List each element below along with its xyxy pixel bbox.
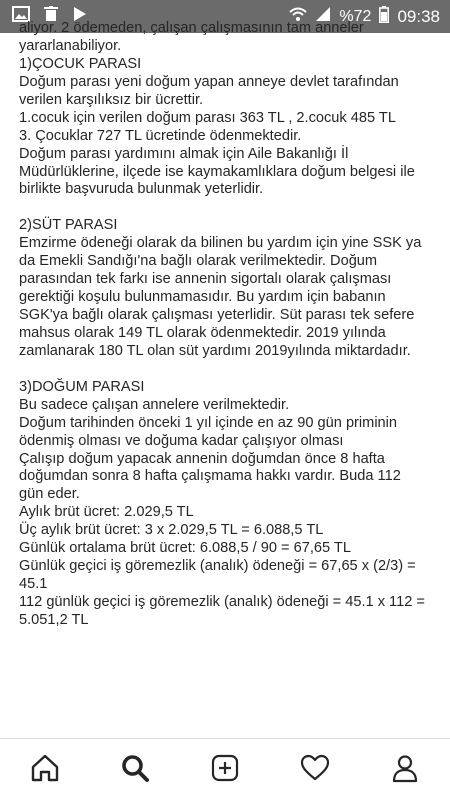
text-line: birlikte başvuruda bulunmak yeterlidir. (19, 181, 264, 198)
text-line: Bu sadece çalışan annelere verilmektedir. (19, 396, 290, 413)
text-line: Doğum parası yardımını almak için Aile Bakanlığı İl (19, 145, 349, 162)
text-line: Günlük ortalama brüt ücret: 6.088,5 / 90 = 67,65 TL (19, 540, 351, 557)
heart-icon (300, 753, 330, 788)
text-line: 1.cocuk için verilen doğum parası 363 TL , 2.cocuk 485 TL (19, 109, 396, 126)
clock: 09:38 (397, 6, 440, 26)
text-line: 2)SÜT PARASI (19, 217, 118, 234)
text-line: 3)DOĞUM PARASI (19, 378, 145, 395)
text-line (19, 199, 444, 217)
new-post-button[interactable] (200, 745, 250, 795)
activity-button[interactable] (290, 745, 340, 795)
text-line: Emzirme ödeneği olarak da bilinen bu yardım için yine SSK ya (19, 235, 422, 252)
text-line: aliyor. 2 ödemeden, çalışan çalışmasının tam anneler (19, 20, 364, 36)
add-icon (210, 753, 240, 788)
profile-icon (390, 753, 420, 788)
text-line: 1)ÇOCUK PARASI (19, 55, 142, 72)
text-line: verilen karşılıksız bir ücrettir. (19, 91, 204, 108)
text-line: SGK'ya bağlı olarak çalışması yeterlidir. Süt parası tek sefere (19, 307, 415, 323)
text-line: yararlanabiliyor. (19, 37, 122, 54)
text-line: Aylık brüt ücret: 2.029,5 TL (19, 504, 194, 521)
home-button[interactable] (20, 745, 70, 795)
text-line: 112 günlük geçici iş göremezlik (analık) ödeneği = 45.1 x 112 = (19, 594, 425, 610)
battery-percent: %72 (339, 7, 372, 25)
profile-button[interactable] (380, 745, 430, 795)
text-line: parasından tek farkı ise annenin sigortalı olarak çalışması (19, 271, 392, 288)
text-line: Müdürlüklerine, ilçede ise kaymakamlıklara doğum belgesi ile (19, 163, 415, 180)
text-line: gerektiği koşulu bulunmamasıdır. Bu yardım için babanın (19, 289, 386, 306)
text-line: 45.1 (19, 576, 48, 593)
text-line: mahsus olarak 149 TL olarak ödenmektedir. 2019 yılında (19, 324, 386, 341)
text-line: Üç aylık brüt ücret: 3 x 2.029,5 TL = 6.088,5 TL (19, 522, 324, 539)
text-line: Doğum parası yeni doğum yapan anneye devlet tarafından (19, 73, 399, 90)
text-line: gün eder. (19, 486, 80, 503)
text-line: doğumdan sonra 8 hafta çalışmama hakkı vardır. Buda 112 (19, 468, 401, 485)
home-icon (30, 753, 60, 788)
search-button[interactable] (110, 745, 160, 795)
text-line (19, 361, 444, 379)
text-line: 3. Çocuklar 727 TL ücretinde ödenmektedir. (19, 127, 302, 144)
text-line: ödenmiş olması ve doğuma kadar çalışıyor olması (19, 432, 344, 449)
bottom-nav (0, 738, 450, 801)
text-line: Günlük geçici iş göremezlik (analık) ödeneği = 67,65 x (2/3) = (19, 558, 416, 575)
text-line: 5.051,2 TL (19, 611, 89, 628)
text-line: da Emekli Sandığı'na bağlı olarak verilmektedir. Doğum (19, 253, 378, 270)
article-text (19, 20, 444, 630)
text-line: zamlanarak 180 TL olan süt yardımı 2019yılında miktardadır. (19, 342, 411, 359)
text-line: Doğum tarihinden önceki 1 yıl içinde en az 90 gün priminin (19, 414, 398, 431)
search-icon (120, 753, 150, 788)
text-line: Çalışıp doğum yapacak annenin doğumdan önce 8 hafta (19, 450, 385, 467)
